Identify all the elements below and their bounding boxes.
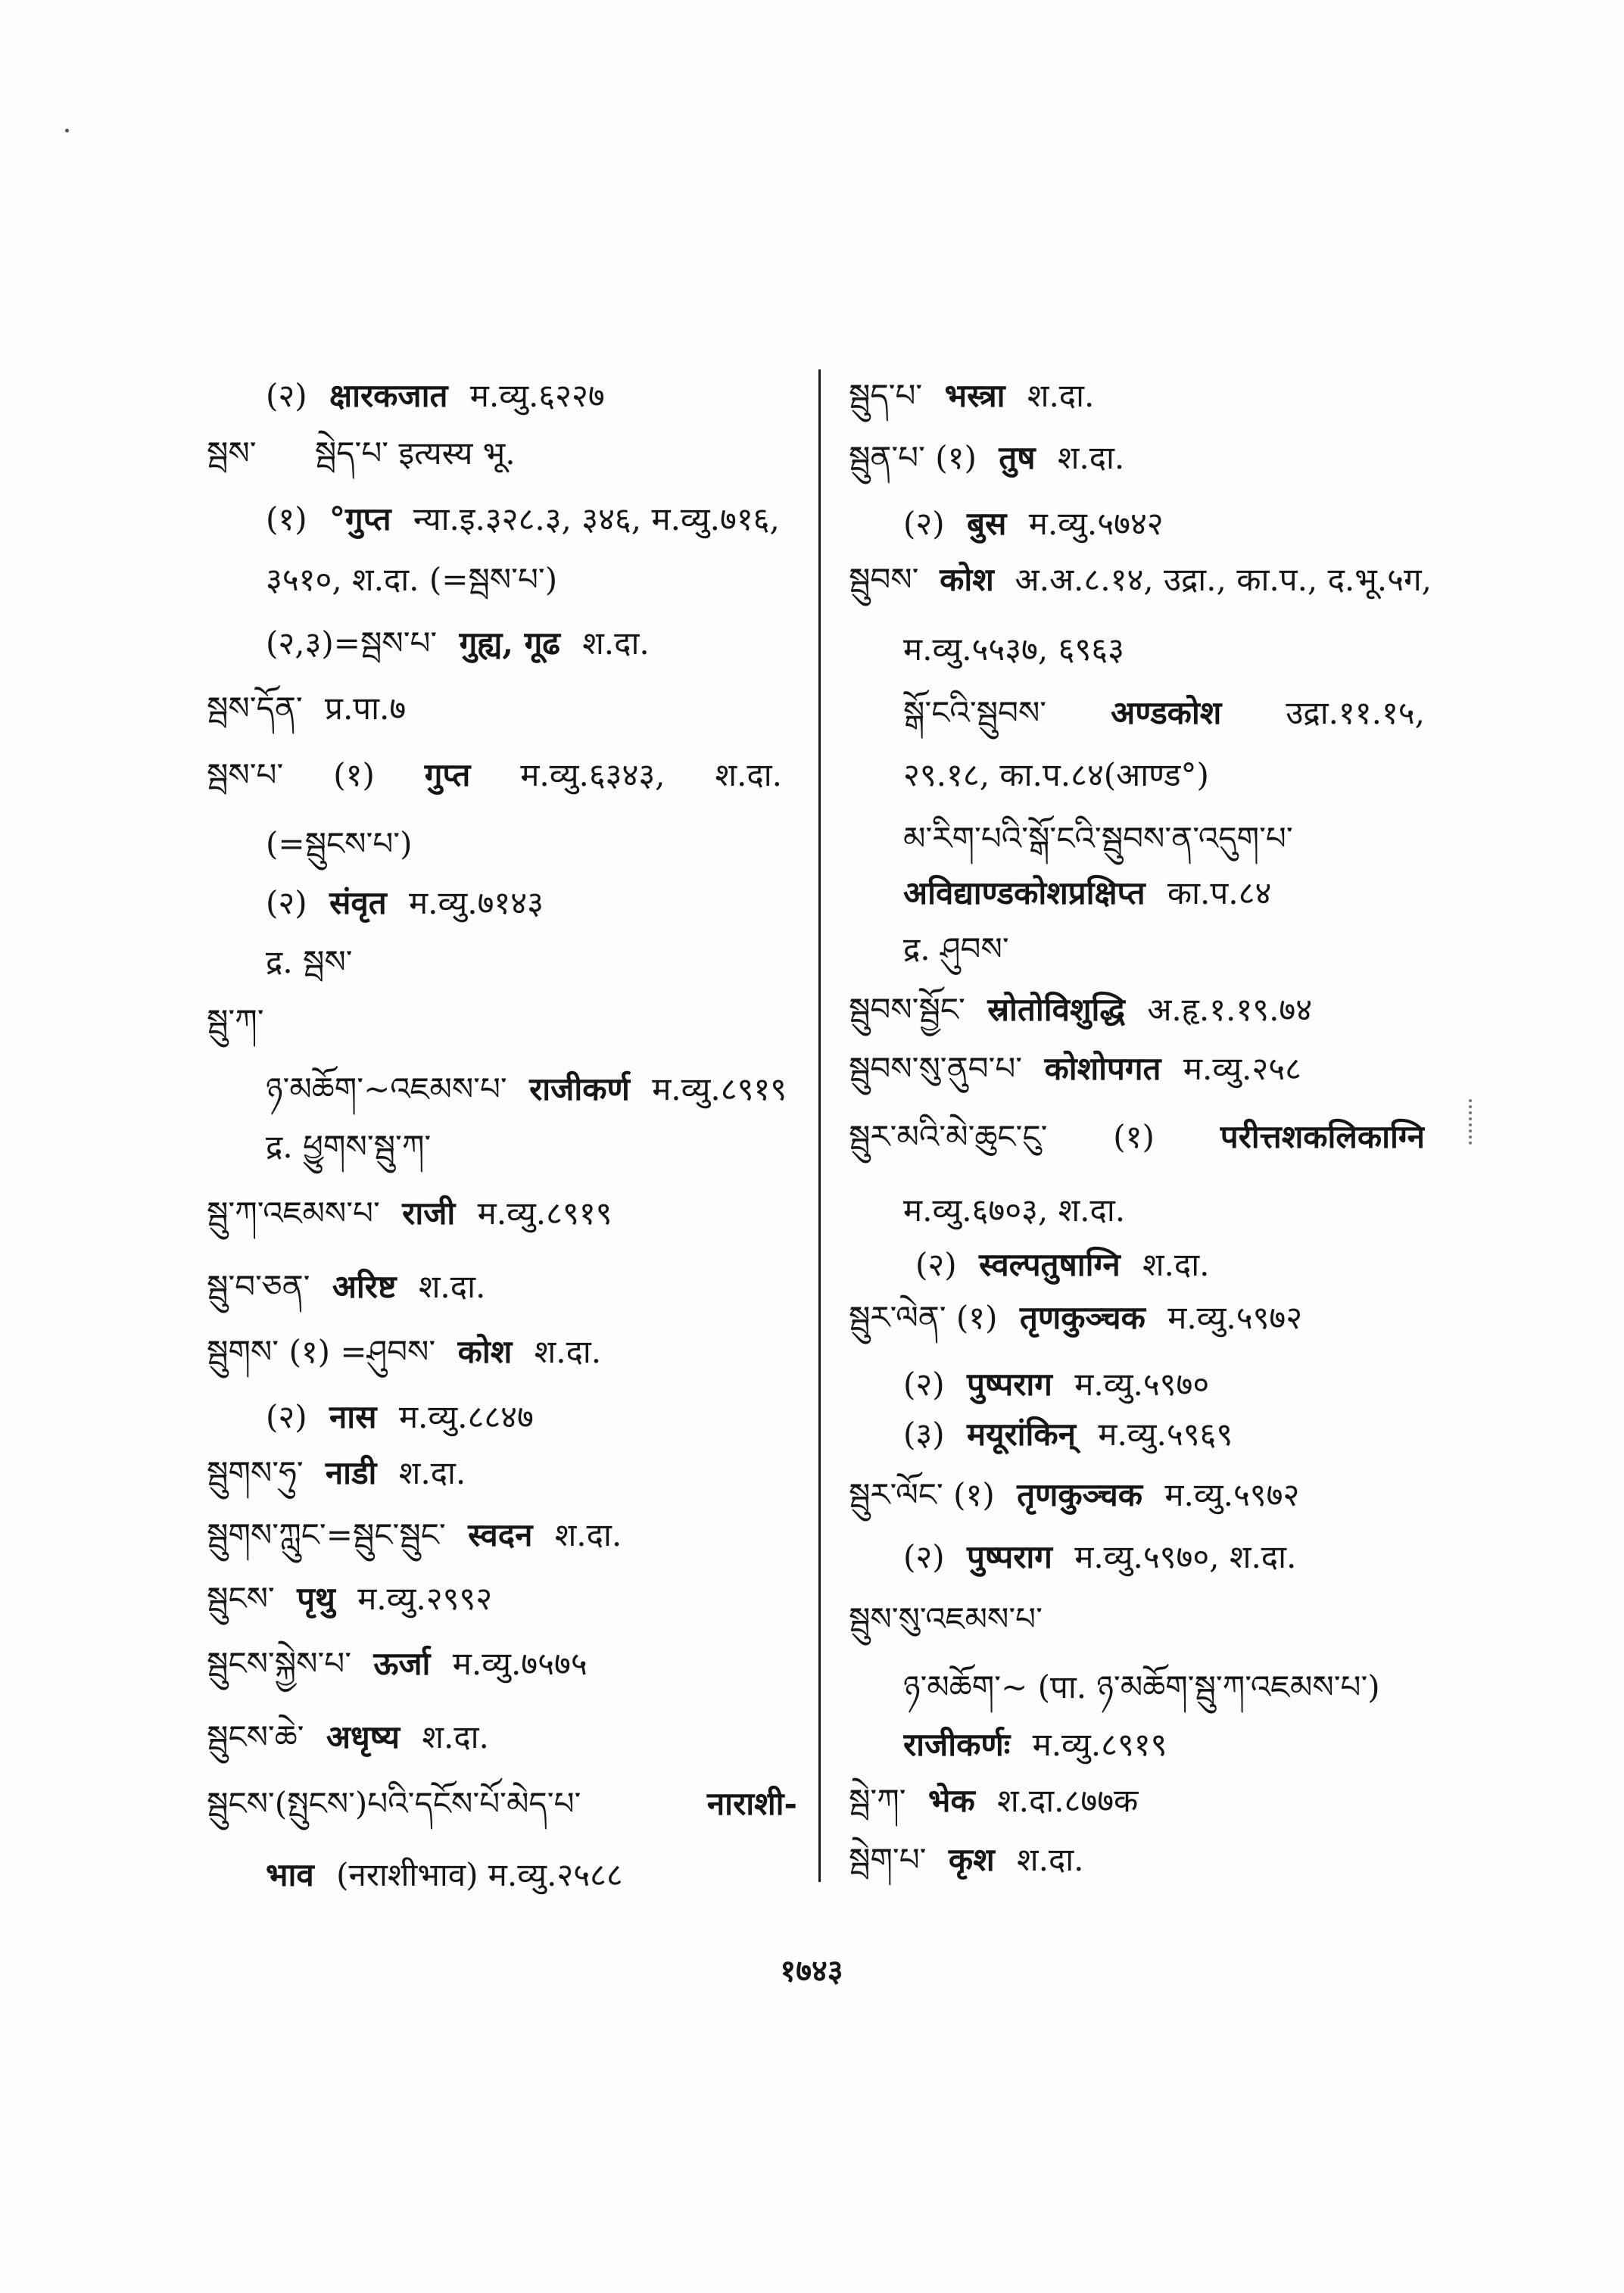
entry-line bbox=[207, 1505, 805, 1566]
entry-reference: श.दा. bbox=[1142, 1246, 1210, 1283]
sense-number: (१) bbox=[333, 756, 375, 793]
entry-reference: म.व्यु.६३४३, bbox=[520, 756, 665, 793]
entry-line bbox=[266, 550, 805, 610]
entry-line bbox=[207, 991, 805, 1051]
entry-reference: म.व्यु.५९६९ bbox=[1098, 1416, 1233, 1453]
entry-text: (२) bbox=[903, 1366, 945, 1403]
entry-note: སྦེད་པ་ इत्यस्य भू. bbox=[314, 435, 516, 472]
entry-reference: अ.हृ.१.१९.७४ bbox=[1147, 991, 1313, 1028]
headword: སྦུས་སུ་འཇམས་པ་ bbox=[849, 1600, 1043, 1637]
entry-line bbox=[266, 1117, 805, 1177]
entry-line bbox=[903, 808, 1480, 869]
entry-text: (२) bbox=[266, 377, 307, 414]
entry-text: ཉ་མཆོག་~ (पा. ཉ་མཆོག་སྦུ་ཀ་འཇམས་པ་) bbox=[903, 1668, 1380, 1706]
entry-reference: श.दा. bbox=[582, 625, 650, 662]
entry-line bbox=[849, 1107, 1425, 1167]
sense-number: (१) bbox=[1113, 1118, 1155, 1155]
entry-reference: म.व्यु.६७०३, श.दा. bbox=[903, 1192, 1126, 1229]
sanskrit-term: तृणकुञ्चक bbox=[1019, 1299, 1146, 1336]
headword: སྦུངས་ bbox=[207, 1580, 275, 1617]
entry-reference: म.व्यु.८९१९ bbox=[1032, 1726, 1167, 1763]
entry-line bbox=[266, 1387, 805, 1447]
entry-line bbox=[849, 366, 1480, 426]
entry-reference: श.दा. bbox=[534, 1333, 602, 1370]
headword: སྦུངས་(སྤུངས་)པའི་དངོས་པོ་མེད་པ་ bbox=[207, 1785, 581, 1822]
entry-reference: म.व्यु.७५७५ bbox=[452, 1645, 588, 1682]
entry-line bbox=[266, 489, 805, 550]
headword: སྦུན་པ་ (१) bbox=[849, 439, 977, 476]
sanskrit-term: अण्डकोश bbox=[1111, 694, 1222, 731]
entry-text: (२) bbox=[266, 1398, 307, 1435]
column-divider bbox=[818, 369, 821, 1882]
entry-text: (२) bbox=[266, 884, 307, 921]
entry-reference: म.व्यु.५७४२ bbox=[1028, 505, 1164, 542]
sanskrit-term: पुष्पराग bbox=[966, 1538, 1052, 1575]
sanskrit-term: तुष bbox=[999, 439, 1036, 476]
headword: སྦུར་ལེན་ (१) bbox=[849, 1299, 998, 1336]
entry-line bbox=[207, 1257, 805, 1317]
entry-reference: म.व्यु.८८४७ bbox=[398, 1398, 534, 1435]
sanskrit-term: राजीकर्णः bbox=[903, 1726, 1011, 1763]
entry-line bbox=[915, 1235, 1480, 1295]
entry-line bbox=[903, 919, 1480, 980]
sanskrit-term: कोश bbox=[940, 561, 994, 598]
entry-reference: म.व्यु.८९१९ bbox=[477, 1195, 613, 1232]
entry-line bbox=[849, 1771, 1480, 1831]
sanskrit-term: अविद्याण्डकोशप्रक्षिप्त bbox=[903, 874, 1146, 911]
entry-reference: म.व्यु.६२२७ bbox=[469, 377, 605, 414]
entry-reference: म.व्यु.५५३७, ६९६३ bbox=[903, 631, 1124, 668]
entry-reference: उद्रा.११.१५, bbox=[1286, 694, 1425, 731]
entry-reference: श.दा. bbox=[422, 1718, 489, 1756]
headword: སྦས་པ་ bbox=[207, 756, 284, 793]
sanskrit-term: अरिष्ट bbox=[332, 1268, 397, 1305]
entry-line bbox=[849, 980, 1480, 1040]
sanskrit-term: परीत्तशकलिकाग्नि bbox=[1220, 1118, 1425, 1155]
entry-reference: श.दा. bbox=[1057, 439, 1125, 476]
entry-line bbox=[849, 1465, 1480, 1525]
sanskrit-term: तृणकुञ्चक bbox=[1017, 1476, 1143, 1513]
sanskrit-term: राजीकर्ण bbox=[529, 1070, 630, 1108]
entry-line bbox=[903, 863, 1480, 924]
entry-reference: प्र.पा.७ bbox=[325, 690, 407, 727]
headword: སྦུབས་སུ་ནུབ་པ་ bbox=[849, 1050, 1023, 1087]
entry-text: (२,३)=སྦས་པ་ bbox=[266, 625, 438, 662]
entry-line bbox=[207, 1183, 805, 1244]
sanskrit-term: कृश bbox=[948, 1841, 995, 1878]
entry-line bbox=[849, 550, 1432, 610]
headword: སྦས་ bbox=[207, 435, 257, 472]
left-column bbox=[207, 0, 805, 2293]
entry-line bbox=[903, 1527, 1480, 1587]
headword: སྦུ་ཀ་འཇམས་པ་ bbox=[207, 1195, 380, 1232]
sanskrit-term: क्षारकजात bbox=[329, 377, 448, 414]
entry-reference: श.दा. bbox=[418, 1268, 486, 1305]
entry-reference: न्या.इ.३२८.३, ३४६, म.व्यु.७१६, bbox=[413, 500, 780, 537]
entry-reference: म.व्यु.७१४३ bbox=[409, 884, 544, 921]
entry-line bbox=[207, 1443, 805, 1503]
sanskrit-term: भस्त्रा bbox=[944, 377, 1005, 414]
entry-reference: श.दा. bbox=[398, 1454, 466, 1491]
headword: སྦུགས་ཧུ་ bbox=[207, 1454, 304, 1491]
entry-reference: म.व्यु.५९७२ bbox=[1164, 1476, 1300, 1513]
sanskrit-term: ऊर्जा bbox=[373, 1645, 431, 1682]
headword: སྦེག་པ་ bbox=[849, 1841, 927, 1878]
right-column bbox=[849, 0, 1480, 2293]
entry-text: སྒོ་ངའི་སྦུབས་ bbox=[903, 694, 1047, 731]
sanskrit-term: स्वल्पतुषाग्नि bbox=[978, 1246, 1121, 1283]
headword: སྦུགས་ (१) =ཤུབས་ bbox=[207, 1333, 436, 1370]
entry-line bbox=[266, 366, 805, 426]
entry-line bbox=[266, 873, 805, 933]
entry-reference: का.प.८४ bbox=[1167, 874, 1272, 911]
entry-reference: श.दा. bbox=[1027, 377, 1095, 414]
margin-dots bbox=[1469, 1099, 1472, 1145]
sanskrit-term: पुष्पराग bbox=[966, 1366, 1052, 1403]
scan-speck bbox=[65, 129, 69, 132]
sanskrit-term: बुस bbox=[966, 505, 1007, 542]
entry-reference: अ.अ.८.१४, उद्रा., का.प., द.भू.५ग, bbox=[1015, 561, 1432, 598]
entry-line bbox=[903, 619, 1480, 680]
headword: སྦུངས་སྐྱེས་པ་ bbox=[207, 1645, 352, 1682]
entry-text: (३) bbox=[903, 1416, 945, 1453]
entry-line bbox=[903, 494, 1480, 554]
entry-text: (२) bbox=[903, 1538, 945, 1575]
entry-line bbox=[266, 613, 805, 674]
entry-text: (२) bbox=[903, 505, 945, 542]
sanskrit-term: नाराशी- bbox=[706, 1785, 797, 1822]
entry-line bbox=[903, 1404, 1480, 1465]
cross-reference: द्र. ཤུབས་ bbox=[903, 930, 1009, 967]
headword: སྦུབས་སྦྱོང་ bbox=[849, 991, 965, 1028]
sanskrit-term: नास bbox=[329, 1398, 377, 1435]
entry-line bbox=[849, 1830, 1480, 1890]
sanskrit-term: कोश bbox=[457, 1333, 513, 1370]
entry-reference: (नराशीभाव) म.व्यु.२५८८ bbox=[336, 1856, 623, 1893]
sanskrit-term: भाव bbox=[266, 1856, 314, 1893]
entry-line bbox=[266, 932, 805, 992]
sanskrit-term: °गुप्त bbox=[329, 500, 391, 537]
entry-line bbox=[207, 1774, 797, 1834]
cross-reference: द्र. ཕྱུགས་སྦུ་ཀ་ bbox=[266, 1128, 432, 1165]
entry-text: (१) bbox=[266, 500, 307, 537]
sanskrit-term: संवृत bbox=[329, 884, 387, 921]
entry-line bbox=[903, 1657, 1480, 1718]
entry-line bbox=[207, 423, 805, 484]
entry-line bbox=[207, 1707, 805, 1768]
entry-line bbox=[849, 1589, 1480, 1650]
headword: སྦུད་པ་ bbox=[849, 377, 923, 414]
entry-line bbox=[207, 745, 782, 805]
entry-line bbox=[903, 1715, 1480, 1775]
sanskrit-term: स्रोतोविशुद्धि bbox=[987, 991, 1125, 1028]
entry-reference: म.व्यु.५९७२ bbox=[1167, 1299, 1303, 1336]
headword: སྦེ་ཀ་ bbox=[849, 1782, 906, 1819]
entry-reference: श.दा.८७७क bbox=[997, 1782, 1139, 1819]
sanskrit-term: मयूरांकिन् bbox=[966, 1416, 1076, 1453]
sanskrit-term: पृथु bbox=[297, 1580, 335, 1617]
sanskrit-term: गुप्त bbox=[424, 756, 471, 793]
entry-line bbox=[849, 1288, 1480, 1348]
entry-line bbox=[266, 1845, 805, 1905]
entry-reference: म.व्यु.५९७०, श.दा. bbox=[1074, 1538, 1297, 1575]
entry-line bbox=[903, 745, 1480, 805]
headword: སྦུར་མའི་མེ་ཆུང་ངུ་ bbox=[849, 1118, 1048, 1155]
sanskrit-term: स्वदन bbox=[468, 1516, 533, 1553]
entry-reference: २९.१८, का.प.८४(आण्ड°) bbox=[903, 756, 1209, 793]
headword: སྦུངས་ཆེ་ bbox=[207, 1718, 304, 1756]
headword: སྦུར་ལོང་ (१) bbox=[849, 1476, 995, 1513]
entry-text: མ་རིག་པའི་སྒོ་ངའི་སྦུབས་ན་འདུག་པ་ bbox=[903, 820, 1293, 857]
sanskrit-term: अधृष्य bbox=[326, 1718, 401, 1756]
entry-line bbox=[266, 814, 805, 874]
sanskrit-term: गुह्य, गूढ bbox=[459, 625, 560, 662]
entry-line bbox=[207, 1322, 805, 1382]
entry-line bbox=[207, 1569, 805, 1629]
entry-reference: म.व्यु.२५८ bbox=[1183, 1050, 1301, 1087]
entry-line bbox=[849, 428, 1480, 488]
entry-line bbox=[903, 683, 1425, 743]
entry-line bbox=[207, 1634, 805, 1694]
entry-text: ཉ་མཆོག་~འཇམས་པ་ bbox=[266, 1070, 507, 1108]
headword: སྦུ་བ་ཅན་ bbox=[207, 1268, 310, 1305]
entry-text: (=སྦུངས་པ་) bbox=[266, 825, 413, 862]
entry-line bbox=[849, 1039, 1480, 1099]
headword: སྦུབས་ bbox=[849, 561, 919, 598]
sanskrit-term: राजी bbox=[402, 1195, 456, 1232]
entry-reference: म.व्यु.२९९२ bbox=[357, 1580, 493, 1617]
sanskrit-term: कोशोपगत bbox=[1044, 1050, 1161, 1087]
entry-reference: श.दा. bbox=[1017, 1841, 1084, 1878]
entry-reference: म.व्यु.५९७० bbox=[1074, 1366, 1210, 1403]
sanskrit-term: भेक bbox=[927, 1782, 975, 1819]
entry-text: (२) bbox=[915, 1246, 957, 1283]
entry-line bbox=[903, 1180, 1480, 1241]
entry-line bbox=[207, 678, 805, 739]
cross-reference: द्र. སྦས་ bbox=[266, 943, 353, 980]
entry-text: ३५१०, श.दा. (=སྦས་པ་) bbox=[266, 561, 558, 598]
sanskrit-term: नाडी bbox=[325, 1454, 377, 1491]
entry-reference: श.दा. bbox=[554, 1516, 622, 1553]
entry-reference: म.व्यु.८९१९ bbox=[652, 1070, 787, 1108]
headword: སྦུགས་ཀླུང་=སྦུང་སྦུང་ bbox=[207, 1516, 446, 1553]
headword: སྦས་དོན་ bbox=[207, 690, 303, 727]
headword: སྦུ་ཀ་ bbox=[207, 1002, 264, 1039]
entry-line bbox=[266, 1059, 805, 1120]
entry-source: श.दा. bbox=[715, 756, 782, 793]
page-number: १७४३ bbox=[780, 1953, 843, 1989]
